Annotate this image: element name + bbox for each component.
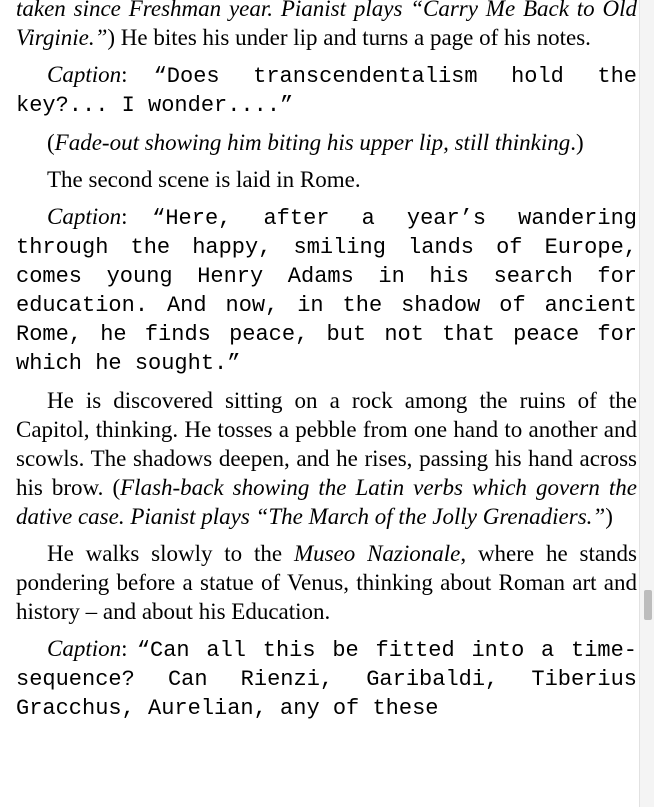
italic-text: taken since Freshman year. Pianist plays “Carry Me Back to Old Virginie.” [16,0,637,50]
italic-text: Flash-back showing the Latin verbs which govern the dative case. Pianist plays “The March of the Jolly Grenadiers.” [16,475,637,529]
italic-text: Fade-out showing him biting his upper lip, still thinking [54,130,571,155]
caption-text: “Here, after a year’s wandering through the happy, smiling lands of Europe, comes young Henry Adams in his search for education. And now, in the shadow of ancient Rome, he finds peace, but not that peace for which he sought.” [16,206,637,376]
caption-colon: : [121,62,154,87]
stage-direction-1 [16,128,637,157]
paragraph-museo [16,539,637,626]
close-paren: ) [605,504,613,529]
italic-text: Museo Nazionale [293,541,461,566]
body-text: ) He bites his under lip and turns a page of his notes. [107,25,591,50]
caption-label: Caption [47,204,122,229]
caption-paragraph-1 [16,60,637,120]
body-text-post: , where he stands pondering before a statue of Venus, thinking about Roman art and history – and about his Education. [16,541,637,624]
caption-text: “Does transcendentalism hold the key?... I wonder....” [16,64,637,118]
body-text: He is discovered sitting on a rock among the ruins of the Capitol, thinking. He tosses a pebble from one hand to another and scowls. The shadows deepen, and he rises, passing his hand across his brow. ( [16,388,637,500]
caption-colon: : [121,204,153,229]
paragraph-capitol [16,386,637,531]
paragraph-1 [16,0,637,52]
caption-text: “Can all this be fitted into a time-sequence? Can Rienzi, Garibaldi, Tiberius Gracchus, Aurelian, any of these [16,638,637,721]
caption-label: Caption [47,636,122,661]
body-text-pre: He walks slowly to the [47,541,294,566]
caption-colon: : [121,636,137,661]
open-paren: ( [47,130,55,155]
scrollbar-thumb[interactable] [644,590,652,620]
caption-label: Caption [47,62,122,87]
paragraph-scene-two [16,165,637,194]
caption-paragraph-3 [16,634,637,723]
close-paren: .) [570,130,584,155]
document-page [16,0,637,807]
body-text: The second scene is laid in Rome. [47,167,361,192]
caption-paragraph-2 [16,202,637,378]
vertical-scrollbar[interactable] [639,0,654,807]
